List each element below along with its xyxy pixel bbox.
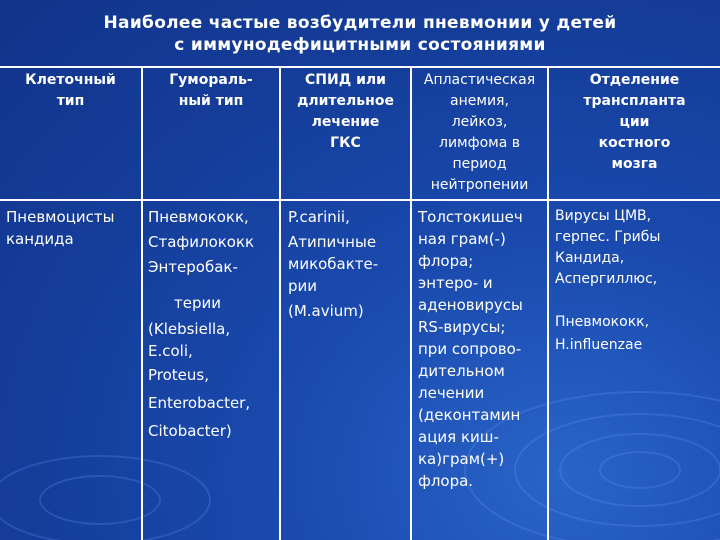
header-humoral-type: Гумораль- ный тип xyxy=(169,72,253,109)
cell-aplastic-pathogens: Толстокишеч ная грам(-) флора; энтеро- и аденовирусы RS-вирусы; при сопрово- дительном лечении (деконтамин ация киш- ка)грам(+) флора. xyxy=(418,208,523,490)
header-bone-marrow-transplant: Отделение транспланта ции костного мозга xyxy=(583,72,686,172)
title-line-2: с иммунодефицитными состояниями xyxy=(174,35,546,55)
cell-transplant-pathogens: Вирусы ЦМВ, герпес. Грибы Кандида, Аспергиллюс, Пневмококк, H.influenzae xyxy=(555,208,661,353)
slide-title xyxy=(0,12,720,56)
table-header-divider xyxy=(0,199,720,201)
header-aplastic-anemia: Апластическая анемия, лейкоз, лимфома в период нейтропении xyxy=(423,72,536,193)
column-divider-1 xyxy=(141,66,143,540)
cell-aids-pathogens: P.carinii, Атипичные микобакте- рии (M.avium) xyxy=(288,208,379,320)
table-top-border xyxy=(0,66,720,68)
cell-humoral-pathogens: Пневмококк, Стафилококк Энтеробак- терии (Klebsiella, E.coli, Proteus, Enterobacter, Citobacter) xyxy=(148,208,255,440)
header-aids-gks: СПИД или длительное лечение ГКС xyxy=(297,72,394,151)
title-line-1: Наиболее частые возбудители пневмонии у детей xyxy=(103,13,617,33)
header-cellular-type: Клеточный тип xyxy=(25,72,116,109)
cell-cellular-pathogens: Пневмоцисты кандида xyxy=(6,208,115,248)
